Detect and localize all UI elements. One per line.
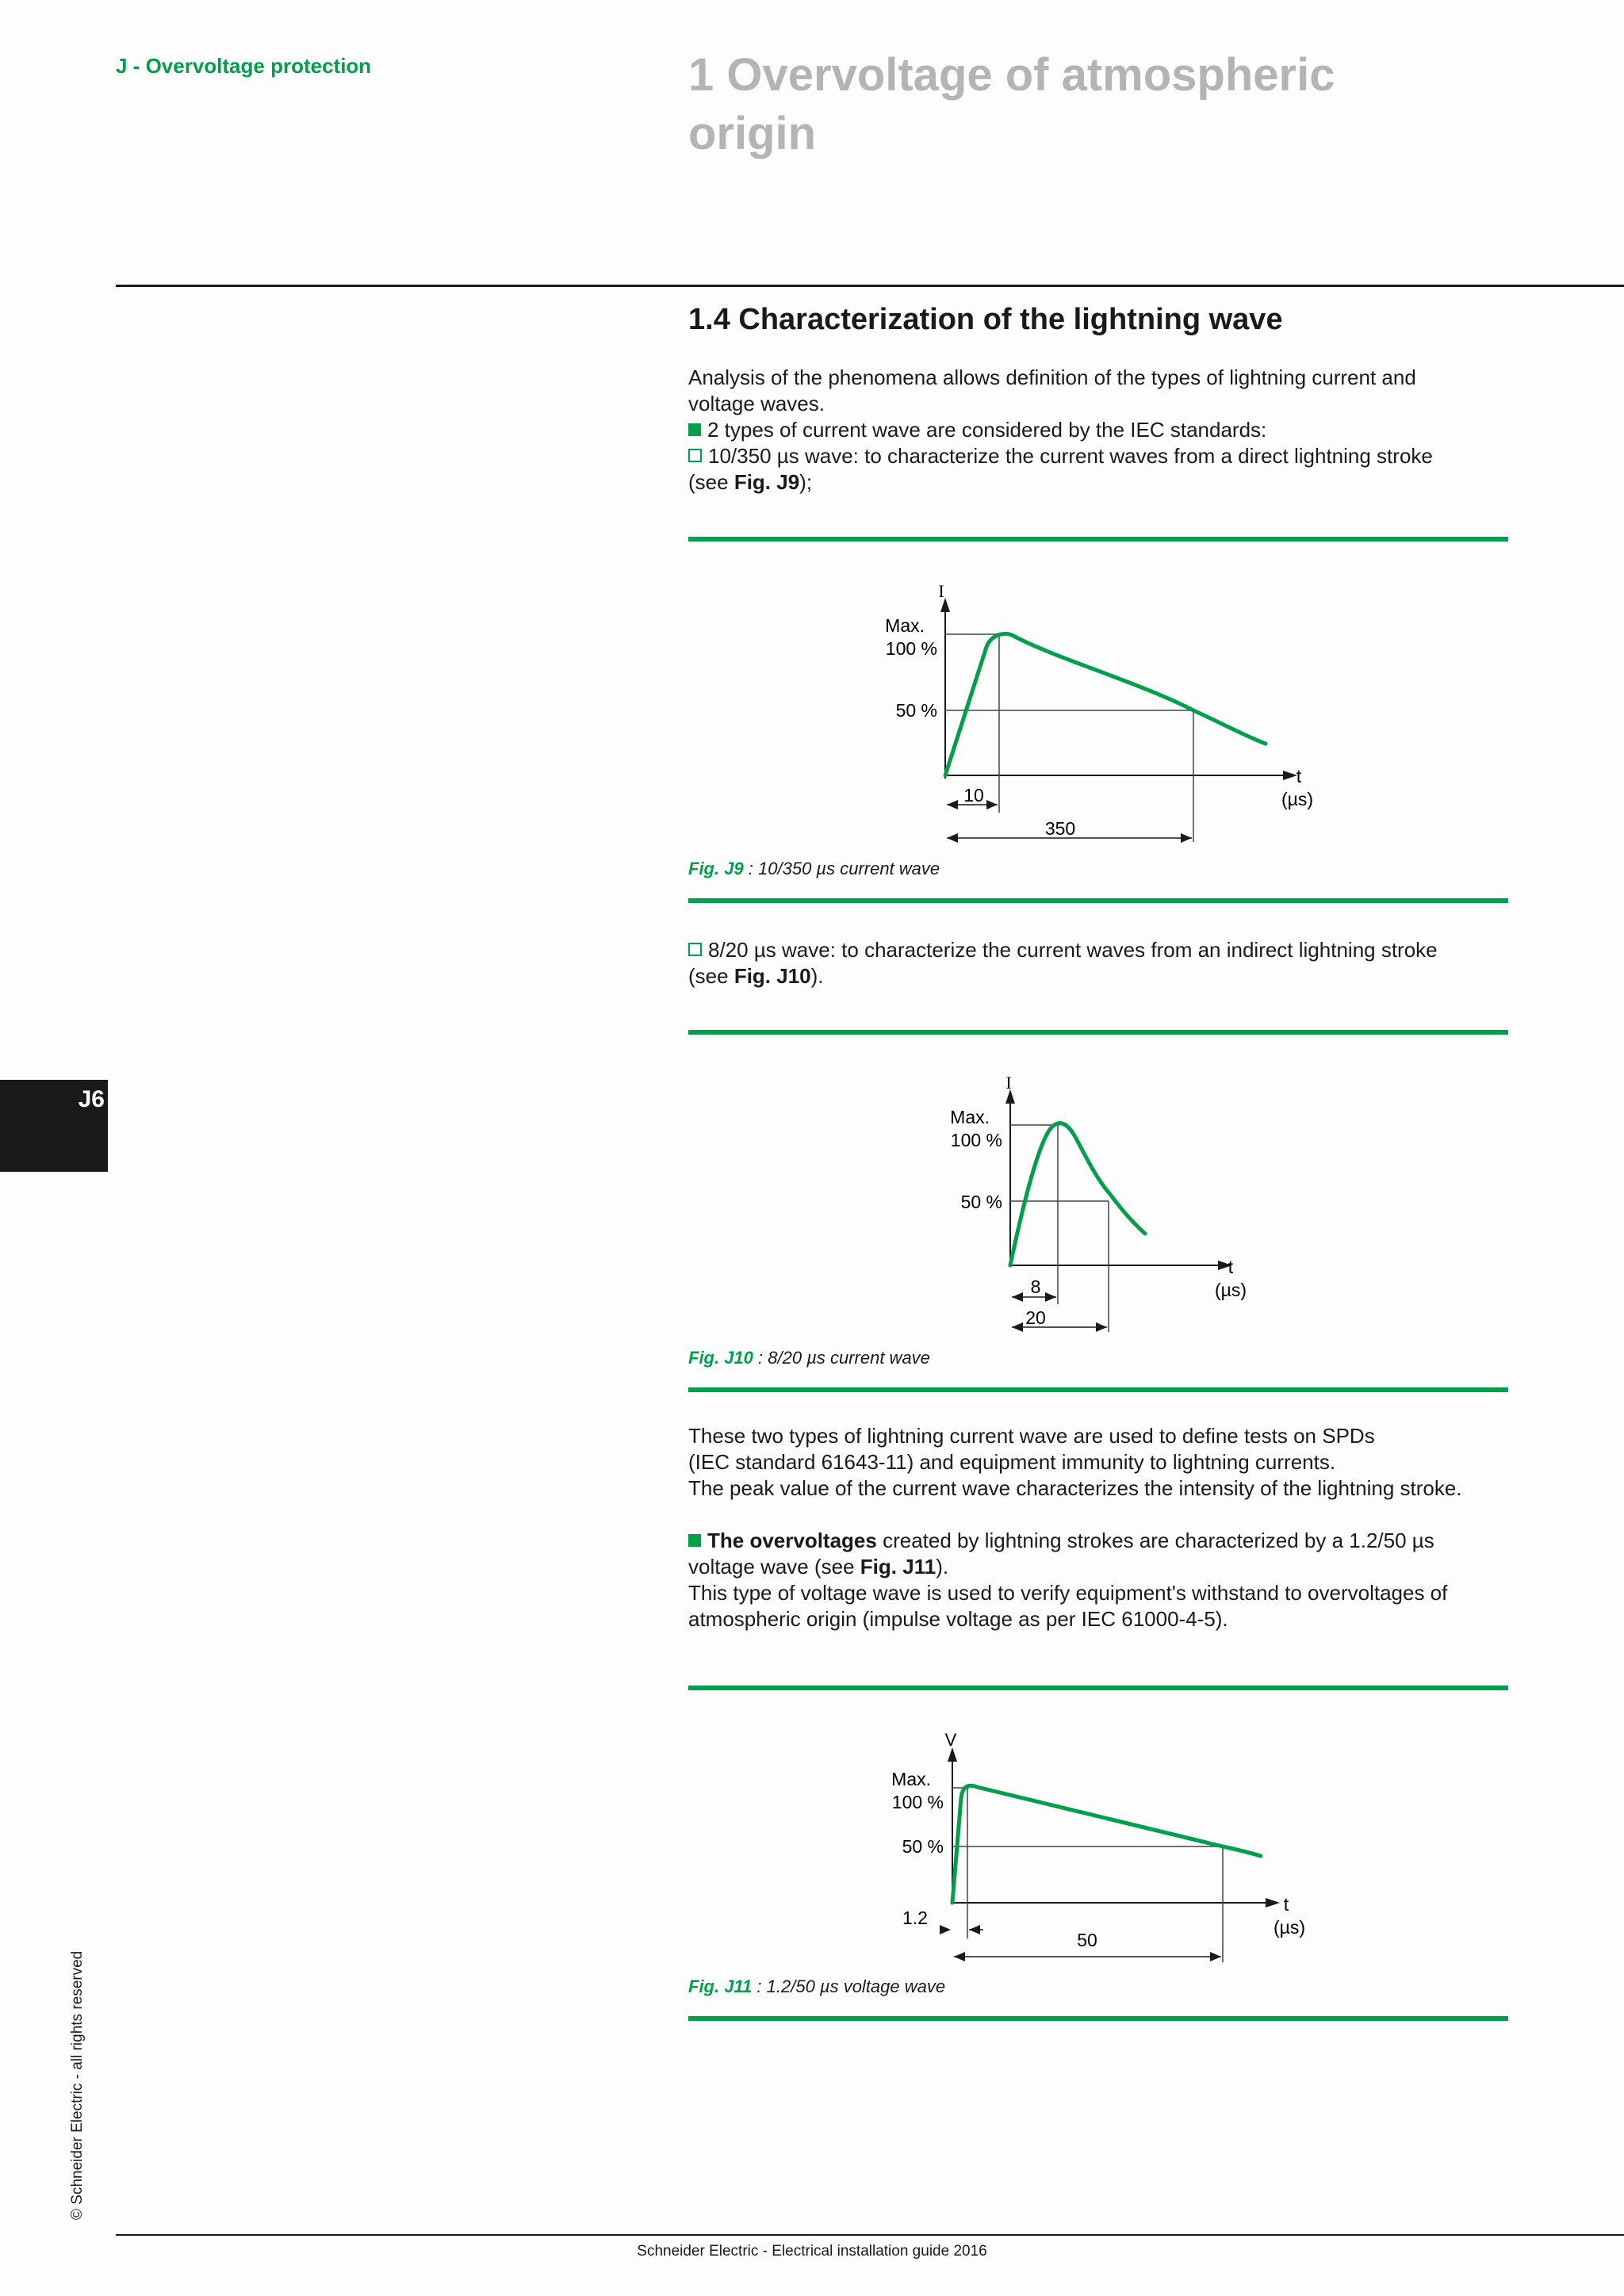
fig-j11-reference: Fig. J11 (860, 1555, 936, 1578)
fig-j9-t-label: t (1296, 766, 1302, 786)
para2-line1: 8/20 µs wave: to characterize the current waves from an indirect lightning stroke (688, 937, 1513, 963)
page-tab-label: J6 (78, 1086, 105, 1112)
fig-j11-half-arrow-left-icon (954, 1952, 965, 1961)
fig-j11-max-label: Max. (891, 1769, 931, 1789)
fig-j10-caption-text: : 8/20 µs current wave (753, 1348, 930, 1368)
para3-line5: voltage wave (see Fig. J11). (688, 1555, 949, 1578)
fig-j11-max-pct-label: 100 % (891, 1792, 944, 1812)
fig-j10-half-value: 20 (1025, 1307, 1046, 1328)
copyright-notice: © Schneider Electric - all rights reserved (69, 1950, 86, 2220)
fig-j11-x-arrow-icon (1266, 1898, 1280, 1908)
fig-j11-caption-text: : 1.2/50 µs voltage wave (752, 1976, 946, 1996)
intro-line2: voltage waves. (688, 392, 825, 415)
intro-line1: Analysis of the phenomena allows definition of the types of lightning current and (688, 365, 1416, 389)
fig-j11-bottom-rule (688, 2016, 1508, 2021)
intro-bullet: 2 types of current wave are considered by the IEC standards: (688, 417, 1513, 443)
fig-j9-caption-ref: Fig. J9 (688, 859, 744, 878)
section-heading: 1.4 Characterization of the lightning wave (688, 303, 1283, 336)
fig-j9-y-label: I (938, 581, 944, 601)
para3-line6: This type of voltage wave is used to verify equipment's withstand to overvoltages of (688, 1581, 1448, 1605)
fig-j9-max-label: Max. (885, 615, 925, 636)
fig-j10-rise-value: 8 (1030, 1276, 1041, 1297)
fig-j9-caption-text: : 10/350 µs current wave (743, 859, 940, 878)
fig-j11-unit-label: (µs) (1273, 1917, 1306, 1938)
fig-j10-max-label: Max. (950, 1107, 990, 1127)
fig-j11-half-arrow-right-icon (1210, 1952, 1221, 1961)
fig-j9-half-value: 350 (1044, 818, 1076, 839)
para3-bullet: The overvoltages created by lightning strokes are characterized by a 1.2/50 µs (688, 1528, 1513, 1554)
intro-subbullet: 10/350 µs wave: to characterize the current waves from a direct lightning stroke (688, 443, 1513, 469)
fig-j10-y-label: I (1005, 1073, 1012, 1093)
fig-j9-max-pct-label: 100 % (885, 638, 937, 659)
fig-j11-half-value: 50 (1077, 1930, 1097, 1950)
fig-j9-half-label: 50 % (895, 700, 937, 721)
fig-j10-t-label: t (1228, 1257, 1234, 1277)
chapter-title-line2: origin (688, 108, 817, 159)
para2-line2: (see Fig. J10). (688, 964, 824, 988)
chapter-title-line1: 1 Overvoltage of atmospheric (688, 49, 1335, 101)
fig-j11-rise-arrow-left-icon (940, 1925, 951, 1934)
footer-text: Schneider Electric - Electrical installation guide 2016 (637, 2243, 987, 2260)
fig-j11-caption-ref: Fig. J11 (688, 1976, 753, 1996)
fig-j10-half-label: 50 % (960, 1192, 1002, 1212)
fig-j10-caption-ref: Fig. J10 (688, 1348, 753, 1368)
fig-j11-caption (688, 1976, 945, 1997)
intro-subbullet-ref: (see Fig. J9); (688, 470, 813, 494)
fig-j11-rise-arrow-right-icon (969, 1925, 980, 1934)
fig-j11-half-label: 50 % (902, 1836, 944, 1857)
fig-j10-unit-label: (µs) (1214, 1280, 1247, 1300)
fig-j9-rise-value: 10 (963, 785, 984, 806)
fig-j11-t-label: t (1283, 1894, 1289, 1915)
para3-line2: (IEC standard 61643-11) and equipment immunity to lightning currents. (688, 1450, 1336, 1474)
fig-j10-reference: Fig. J10 (733, 964, 811, 988)
para3-line1: These two types of lightning current wave are used to define tests on SPDs (688, 1424, 1375, 1448)
fig-j9-reference: Fig. J9 (733, 470, 800, 494)
fig-j11-y-label: V (944, 1730, 957, 1750)
fig-j9-unit-label: (µs) (1281, 789, 1314, 809)
running-header: J - Overvoltage protection (116, 54, 372, 78)
fig-j11-rise-value: 1.2 (902, 1908, 928, 1928)
page-tab (0, 1080, 108, 1172)
para3-line3: The peak value of the current wave characterizes the intensity of the lightning stroke. (688, 1476, 1462, 1500)
footer-divider (116, 2234, 1624, 2236)
fig-j10-max-pct-label: 100 % (950, 1130, 1002, 1150)
fig-j11-wave-curve (952, 1785, 1261, 1903)
para3-line7: atmospheric origin (impulse voltage as per IEC 61000-4-5). (688, 1607, 1228, 1631)
